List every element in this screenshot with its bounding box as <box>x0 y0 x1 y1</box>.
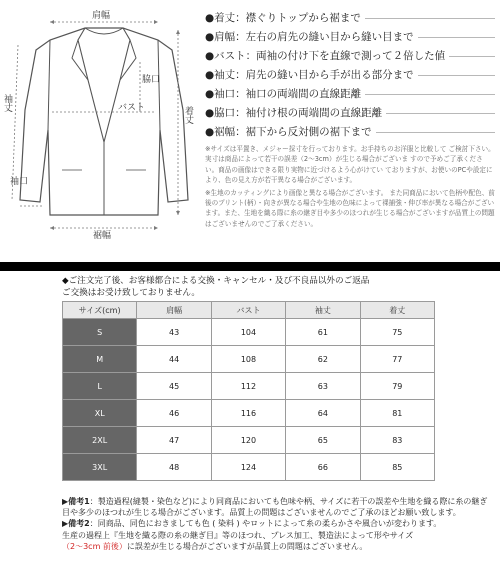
table-row <box>63 454 435 481</box>
section-divider-banner <box>0 262 500 271</box>
remark-1-line-1: ▶備考1：製造過程(縫製・染色など)により同商品においても色味や柄、サイズに若干の誤差や生地を織る際に糸の継ぎ <box>62 497 488 506</box>
table-cell: 116 <box>211 400 285 427</box>
remarks-section <box>62 496 492 552</box>
table-cell: 83 <box>360 427 434 454</box>
table-cell: 108 <box>211 346 285 373</box>
table-cell: 43 <box>137 319 211 346</box>
remark-1-line-2: 目や多少のほつれが生じる場合がございます。品質上の問題はございませんのでご了承のほどお願い致します。 <box>62 508 461 518</box>
size-cell: S <box>63 319 137 346</box>
label-sleeve: 袖丈 <box>2 94 12 112</box>
table-row <box>63 400 435 427</box>
header-length: 着丈 <box>360 302 434 319</box>
table-cell: 61 <box>286 319 360 346</box>
table-cell: 120 <box>211 427 285 454</box>
label-hem: 裾幅 <box>93 231 112 241</box>
legend-row <box>205 46 495 65</box>
notice-line-1: ◆ご注文完了後、お客様都合による交換・キャンセル・及び不良品以外のご返品 <box>62 276 370 286</box>
jacket-illustration <box>0 0 205 262</box>
note-measurement: ※サイズは平置き、メジャー採寸を行っております。お手持ちのお洋服と比較して ご検討下さい。実寸は商品によって若干の誤差（2～3cm）が生じる場合がございま すので予めご了承ください。商品の画像はできる限り実物に近づけるよう心がけてい ておりますが、お使いのPCや設定により、色の見え方が若干異なる場合がございます。 <box>205 145 495 185</box>
table-cell: 65 <box>286 427 360 454</box>
table-cell: 66 <box>286 454 360 481</box>
table-cell: 85 <box>360 454 434 481</box>
table-cell: 77 <box>360 346 434 373</box>
size-table <box>62 301 435 481</box>
remark-2-label: 備考2 <box>68 519 90 529</box>
size-cell: M <box>63 346 137 373</box>
label-length: 着丈 <box>183 106 193 124</box>
table-row <box>63 427 435 454</box>
legend-row <box>205 65 495 84</box>
legend-row <box>205 122 495 141</box>
table-cell: 79 <box>360 373 434 400</box>
garment-diagram <box>0 0 205 262</box>
header-size: サイズ(cm) <box>63 302 137 319</box>
legend-row <box>205 27 495 46</box>
table-cell: 48 <box>137 454 211 481</box>
remark-2-tolerance: （2～3cm 前後） <box>62 541 127 551</box>
table-cell: 63 <box>286 373 360 400</box>
table-cell: 44 <box>137 346 211 373</box>
table-cell: 62 <box>286 346 360 373</box>
legend-row <box>205 8 495 27</box>
legend-text: ●着丈：襟ぐりトップから裾まで <box>205 10 365 25</box>
legend-text: ●肩幅：左右の肩先の縫い目から縫い目まで <box>205 29 418 44</box>
table-cell: 112 <box>211 373 285 400</box>
remark-2-line-1: ▶備考2：同商品、同色におきましても色 ( 染料 ) やロットによって糸の柔らかさや風合いが変わります。 <box>62 519 442 529</box>
header-shoulder: 肩幅 <box>137 302 211 319</box>
table-cell: 81 <box>360 400 434 427</box>
table-header-row <box>63 302 435 319</box>
legend-row <box>205 84 495 103</box>
table-row <box>63 319 435 346</box>
legend-text: ●袖口：袖口の両端間の直線距離 <box>205 86 365 101</box>
legend-text: ●バスト：両袖の付け下を直線で測って２倍した値 <box>205 48 449 63</box>
table-row <box>63 373 435 400</box>
remark-2-line-2: 生産の過程上『生地を織る際の糸の継ぎ目』等のほつれ、プレス加工、製造法によって形やサイズ <box>62 530 414 540</box>
table-cell: 124 <box>211 454 285 481</box>
label-shoulder: 肩幅 <box>92 11 111 21</box>
label-cuff: 袖口 <box>10 177 29 187</box>
size-cell: L <box>63 373 137 400</box>
legend-text: ●裾幅：裾下から反対側の裾下まで <box>205 124 376 139</box>
size-cell: XL <box>63 400 137 427</box>
header-sleeve: 袖丈 <box>286 302 360 319</box>
measurement-legend <box>205 8 495 141</box>
remark-1-label: 備考1 <box>68 497 90 506</box>
table-cell: 104 <box>211 319 285 346</box>
legend-row <box>205 103 495 122</box>
table-cell: 47 <box>137 427 211 454</box>
remark-2-tail: に誤差が生じる場合がございますが品質上の問題はございません。 <box>126 541 368 551</box>
table-cell: 45 <box>137 373 211 400</box>
remark-2-text: ：同商品、同色におきましても色 ( 染料 ) やロットによって糸の柔らかさや風合いが変わります。 <box>89 519 442 529</box>
table-cell: 64 <box>286 400 360 427</box>
exchange-notice <box>62 275 369 299</box>
table-cell: 75 <box>360 319 434 346</box>
notice-line-2: ご交換はお受け致しておりません。 <box>62 288 201 298</box>
table-row <box>63 346 435 373</box>
table-cell: 46 <box>137 400 211 427</box>
remark-2-line-3 <box>62 541 492 552</box>
label-bust: バスト <box>118 103 146 113</box>
remark-1-text: ：製造過程(縫製・染色など)により同商品においても色味や柄、サイズに若干の誤差や生地を織る際に糸の継ぎ <box>89 497 488 506</box>
header-bust: バスト <box>211 302 285 319</box>
note-fabric: ※生地のカッティングにより画像と異なる場合がございます。 また同商品において色柄や配色、前後のプリント(柄）・向きが異なる場合や生地の色味によって裸捕強・伸び率が異なる場合がございます。また、生地を織る際に糸の継ぎ目や多少のほつれが生じる場合がございますが品質上の問題はございませんのでご了承ください。 <box>205 188 495 228</box>
size-cell: 2XL <box>63 427 137 454</box>
size-cell: 3XL <box>63 454 137 481</box>
legend-text: ●脇口：袖付け根の両端間の直線距離 <box>205 105 386 120</box>
sizing-notes <box>205 144 495 231</box>
label-armpit: 脇口 <box>142 75 161 85</box>
legend-text: ●袖丈：肩先の縫い目から手が出る部分まで <box>205 67 418 82</box>
